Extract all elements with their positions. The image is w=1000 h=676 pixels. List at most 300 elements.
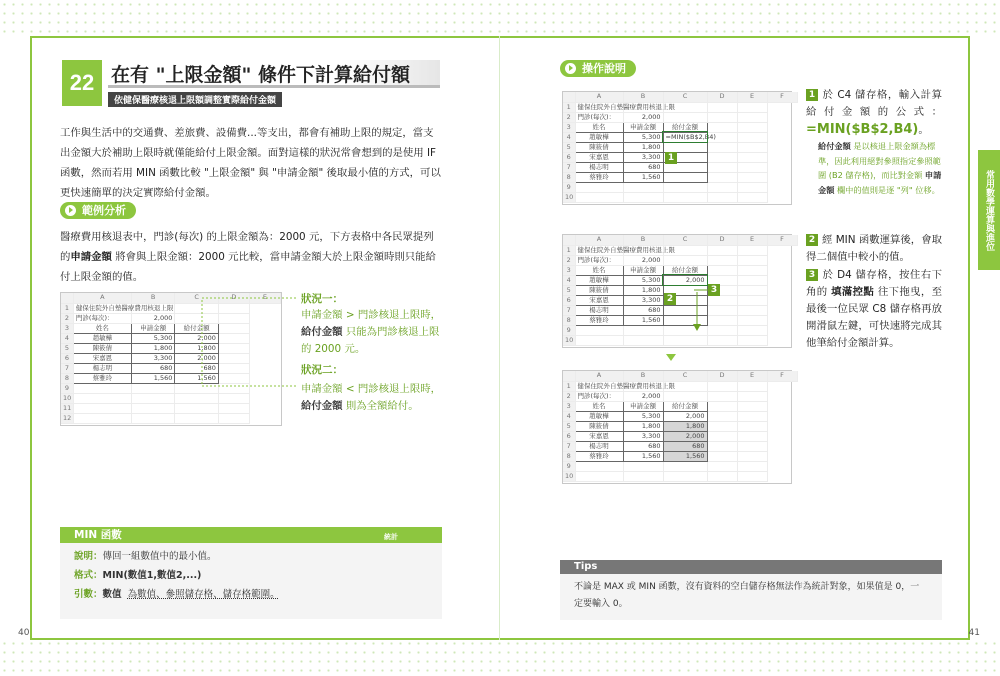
sheet-cell[interactable] <box>737 391 767 401</box>
sheet-cell[interactable]: 姓名 <box>575 401 623 411</box>
min-function-header <box>60 527 442 543</box>
row-number: 6 <box>563 152 575 162</box>
row-number: 9 <box>61 383 73 393</box>
sheet-cell[interactable]: 健保住院外自墊醫療費用核退上限 <box>575 102 623 112</box>
row-number: 7 <box>563 305 575 315</box>
sheet-cell[interactable] <box>73 383 131 393</box>
analysis-label-text: 範例分析 <box>82 204 126 217</box>
sheet-cell[interactable] <box>737 285 767 295</box>
sheet-cell[interactable] <box>623 182 663 192</box>
sheet-cell[interactable] <box>737 335 767 345</box>
sheet-cell[interactable]: 申請金額 <box>623 122 663 132</box>
sheet-cell[interactable]: 2,000 <box>175 333 218 343</box>
sheet-row <box>563 122 797 132</box>
sheet-cell[interactable]: 2,000 <box>175 353 218 363</box>
column-header[interactable]: A <box>73 293 131 303</box>
sheet-cell[interactable] <box>663 112 707 122</box>
sheet-cell[interactable] <box>131 383 174 393</box>
case2-label: 狀況二： <box>301 364 343 376</box>
sheet-cell[interactable] <box>737 182 767 192</box>
sheet-row <box>563 142 797 152</box>
sheet-cell[interactable] <box>575 335 623 345</box>
row-number: 10 <box>565 192 574 201</box>
sheet-cell[interactable]: 5,300 <box>623 132 663 142</box>
sheet-cell[interactable]: 蔡雅玲 <box>575 451 623 461</box>
row-number: 8 <box>563 451 575 461</box>
tips-header: Tips <box>560 560 942 574</box>
tips-box <box>560 560 942 620</box>
row-number: 5 <box>563 142 575 152</box>
ops-section-label <box>560 60 636 77</box>
func-format-row <box>60 566 442 585</box>
sheet-grid <box>563 235 798 346</box>
sheet-cell[interactable] <box>707 431 737 441</box>
sheet-cell[interactable]: 門診(每次)： <box>575 391 623 401</box>
sheet-row <box>563 411 797 421</box>
sheet-row <box>61 403 281 413</box>
sheet-cell[interactable]: 陳筱倩 <box>575 421 623 431</box>
column-header[interactable]: E <box>737 371 767 381</box>
sheet-cell[interactable] <box>707 381 737 391</box>
sheet-cell[interactable]: 680 <box>131 363 174 373</box>
column-header[interactable]: A <box>575 235 623 245</box>
column-header[interactable]: E <box>737 92 767 102</box>
sheet-cell[interactable]: 1,560 <box>623 172 663 182</box>
sheet-cell[interactable]: 楊志明 <box>575 305 623 315</box>
sheet-cell[interactable]: 給付金額 <box>175 323 218 333</box>
sheet-cell[interactable] <box>707 401 737 411</box>
sheet-cell[interactable] <box>707 461 737 471</box>
sheet-cell[interactable]: 申請金額 <box>131 323 174 333</box>
sheet-cell[interactable] <box>623 325 663 335</box>
column-header[interactable]: D <box>707 371 737 381</box>
sheet-cell[interactable] <box>737 325 767 335</box>
sheet-cell[interactable]: 1,560 <box>623 451 663 461</box>
sheet-row <box>563 471 797 481</box>
sheet-row <box>563 182 797 192</box>
sheet-cell[interactable] <box>575 325 623 335</box>
sheet-cell[interactable]: 680 <box>623 441 663 451</box>
sheet-cell[interactable] <box>575 192 623 202</box>
row-number: 1 <box>563 245 575 255</box>
case1-text <box>301 307 443 358</box>
sheet-cell[interactable] <box>707 142 737 152</box>
sheet-cell[interactable]: 申請金額 <box>623 265 663 275</box>
row-number: 1 <box>563 102 575 112</box>
sheet-cell[interactable] <box>707 112 737 122</box>
analysis-bold-1: 申請金額 <box>70 251 112 263</box>
sheet-cell[interactable]: 陳筱倩 <box>73 343 131 353</box>
sheet-row <box>563 461 797 471</box>
sheet-cell[interactable]: 宋嘉恩 <box>575 152 623 162</box>
sheet-cell[interactable]: 3,300 <box>623 431 663 441</box>
sheet-cell[interactable] <box>218 403 249 413</box>
sheet-row <box>563 102 797 112</box>
bottom-rule-right <box>500 638 970 640</box>
step2-desc: 經 MIN 函數運算後，會取得二個值中較小的值。 <box>806 234 942 263</box>
sheet-row <box>563 441 797 451</box>
sheet-cell[interactable]: 健保住院外自墊醫療費用核退上限 <box>73 303 131 313</box>
sheet-cell[interactable] <box>737 461 767 471</box>
sheet-cell[interactable] <box>737 421 767 431</box>
top-rule-right <box>500 36 970 38</box>
sheet-cell[interactable] <box>707 182 737 192</box>
sheet-cell[interactable]: 趙敏樺 <box>575 132 623 142</box>
sheet-row <box>563 401 797 411</box>
sheet-cell[interactable] <box>707 391 737 401</box>
row-number: 10 <box>565 471 574 480</box>
column-header[interactable]: A <box>575 92 623 102</box>
sheet-cell[interactable] <box>707 122 737 132</box>
sheet-cell[interactable]: 5,300 <box>623 411 663 421</box>
sheet-cell[interactable] <box>737 255 767 265</box>
sheet-cell[interactable]: 門診(每次)： <box>575 112 623 122</box>
step2-badge: 2 <box>806 234 818 246</box>
sheet-cell[interactable]: 1,800 <box>663 421 707 431</box>
row-number: 2 <box>61 313 73 323</box>
sheet-cell[interactable]: 2,000 <box>623 112 663 122</box>
sheet-cell[interactable]: 宋嘉恩 <box>575 295 623 305</box>
sheet-cell[interactable]: 1,800 <box>623 421 663 431</box>
column-header[interactable]: F <box>767 371 797 381</box>
func-desc-key: 說明： <box>74 551 103 562</box>
sheet-cell[interactable] <box>623 461 663 471</box>
column-header[interactable]: E <box>249 293 280 303</box>
func-arg-desc: 為數值、參照儲存格、儲存格範圍。 <box>127 589 280 600</box>
sheet-cell[interactable] <box>737 381 767 391</box>
min-function-box <box>60 527 442 619</box>
sheet-cell[interactable]: 姓名 <box>73 323 131 333</box>
row-number: 6 <box>563 431 575 441</box>
sheet-cell[interactable] <box>737 152 767 162</box>
sheet-cell[interactable]: 楊志明 <box>575 162 623 172</box>
sheet-row <box>563 421 797 431</box>
sheet-cell[interactable]: 680 <box>175 363 218 373</box>
sheet-cell[interactable]: 楊志明 <box>73 363 131 373</box>
sheet-cell[interactable] <box>575 461 623 471</box>
step1-marker: 1 <box>665 152 677 164</box>
analysis-text-1: 醫療費用核退表中，門診(每次) 的上限金額為：2000 元，下方表格中各民眾提列的 <box>60 231 434 263</box>
sheet-cell[interactable]: 1,560 <box>623 315 663 325</box>
sheet-row <box>563 451 797 461</box>
spreadsheet-step2 <box>562 234 792 348</box>
sheet-cell[interactable]: 3,300 <box>131 353 174 363</box>
sheet-cell[interactable] <box>737 112 767 122</box>
sheet-cell[interactable]: 宋嘉恩 <box>575 431 623 441</box>
sheet-cell[interactable]: 給付金額 <box>663 122 707 132</box>
sheet-row <box>563 285 797 295</box>
sheet-cell[interactable]: 3,300 <box>623 152 663 162</box>
row-number: 2 <box>563 112 575 122</box>
sheet-cell[interactable] <box>131 413 174 423</box>
sheet-cell[interactable]: 門診(每次)： <box>575 255 623 265</box>
column-header[interactable]: F <box>767 235 797 245</box>
case2-a: 申請金額 < 門診核退上限時， <box>301 383 441 395</box>
sheet-cell[interactable] <box>707 102 737 112</box>
case2-text <box>301 381 443 415</box>
sheet-cell[interactable]: 1,560 <box>131 373 174 383</box>
sheet-row <box>563 295 797 305</box>
sheet-cell[interactable] <box>663 255 707 265</box>
sheet-row <box>563 305 797 315</box>
row-number: 1 <box>563 381 575 391</box>
func-arg-key: 引數： <box>74 589 103 600</box>
sheet-cell[interactable] <box>707 192 737 202</box>
func-desc-value: 傳回一組數值中的最小值。 <box>102 551 217 562</box>
func-arg-name: 數值 <box>102 589 122 600</box>
row-number: 4 <box>563 411 575 421</box>
sheet-cell[interactable] <box>737 411 767 421</box>
sheet-cell[interactable] <box>663 142 707 152</box>
row-number: 10 <box>565 335 574 344</box>
sheet-cell[interactable] <box>73 393 131 403</box>
sheet-cell[interactable] <box>737 245 767 255</box>
column-header[interactable]: A <box>575 371 623 381</box>
sheet-cell[interactable]: 陳筱倩 <box>575 285 623 295</box>
sheet-cell[interactable]: 680 <box>663 441 707 451</box>
sheet-grid <box>563 371 798 482</box>
step3-desc-c: 往下拖曳，至最後一位民眾 C8 儲存格再放開滑鼠左鍵，可快速將完成其他筆給付金額計算。 <box>806 286 942 349</box>
sheet-cell[interactable] <box>737 401 767 411</box>
step2-marker: 2 <box>664 293 676 305</box>
sheet-cell[interactable]: 健保住院外自墊醫療費用核退上限 <box>575 245 623 255</box>
sheet-cell[interactable] <box>707 162 737 172</box>
sheet-cell[interactable]: 1,800 <box>131 343 174 353</box>
row-number: 8 <box>61 373 73 383</box>
sheet-cell[interactable] <box>707 421 737 431</box>
sheet-cell[interactable]: 楊志明 <box>575 441 623 451</box>
tips-body: 不論是 MAX 或 MIN 函數，沒有資料的空白儲存格無法作為統計對象，如果值是 0，一定要輸入 0。 <box>574 582 920 609</box>
row-number: 8 <box>563 315 575 325</box>
analysis-paragraph <box>60 227 442 287</box>
sheet-cell[interactable] <box>707 152 737 162</box>
sheet-cell[interactable]: 趙敏樺 <box>73 333 131 343</box>
step1-desc: 於 C4 儲存格，輸入計算給付金額的公式： <box>806 89 942 118</box>
sheet-row <box>563 245 797 255</box>
sheet-cell[interactable] <box>623 192 663 202</box>
column-header[interactable]: B <box>623 371 663 381</box>
sheet-cell[interactable]: 蔡雅玲 <box>575 315 623 325</box>
sheet-cell[interactable] <box>575 471 623 481</box>
sheet-cell[interactable]: 申請金額 <box>623 401 663 411</box>
column-header[interactable]: D <box>707 235 737 245</box>
chapter-number: 22 <box>62 60 102 106</box>
sheet-cell[interactable] <box>737 471 767 481</box>
note1-bold-a: 給付金額 <box>818 141 851 151</box>
step1-note <box>818 139 942 197</box>
row-number: 4 <box>563 275 575 285</box>
sheet-cell[interactable]: 5,300 <box>131 333 174 343</box>
sheet-cell[interactable]: 1,560 <box>663 451 707 461</box>
sheet-cell[interactable] <box>737 441 767 451</box>
column-header[interactable]: B <box>623 92 663 102</box>
min-function-title: MIN 函數 <box>74 529 122 541</box>
analysis-text-2: 將會與上限金額：2000 元比較，當申請金額大於上限金額時則只能給付上限金額的值。 <box>60 251 436 283</box>
sheet-row <box>563 255 797 265</box>
column-header[interactable]: C <box>663 92 707 102</box>
sheet-cell[interactable]: 給付金額 <box>663 401 707 411</box>
sheet-cell[interactable] <box>707 245 737 255</box>
sheet-cell[interactable]: 2,000 <box>663 431 707 441</box>
column-header[interactable]: C <box>175 293 218 303</box>
note1-text-d: 欄中的值則是逐 "列" 位移。 <box>834 184 940 195</box>
sheet-cell[interactable] <box>175 403 218 413</box>
sheet-cell[interactable] <box>707 255 737 265</box>
sheet-cell[interactable] <box>737 431 767 441</box>
sheet-cell[interactable] <box>707 411 737 421</box>
sheet-cell[interactable] <box>737 275 767 285</box>
case1-label: 狀況一： <box>301 293 343 305</box>
sheet-cell[interactable]: 陳筱倩 <box>575 142 623 152</box>
sheet-row <box>563 152 797 162</box>
column-header[interactable]: C <box>663 371 707 381</box>
sheet-cell[interactable]: 1,560 <box>175 373 218 383</box>
sheet-cell[interactable] <box>623 471 663 481</box>
sheet-cell[interactable] <box>737 132 767 142</box>
spreadsheet-step1 <box>562 91 792 205</box>
sheet-row <box>61 413 281 423</box>
sheet-cell[interactable]: 2,000 <box>663 411 707 421</box>
sheet-cell[interactable] <box>131 403 174 413</box>
case1-c: 只能為門診核退上限的 2000 元。 <box>301 326 440 355</box>
sheet-cell[interactable] <box>737 315 767 325</box>
sheet-cell[interactable]: 蔡雅玲 <box>73 373 131 383</box>
sheet-cell[interactable] <box>737 192 767 202</box>
top-rule <box>30 36 499 38</box>
sheet-cell[interactable] <box>707 451 737 461</box>
column-header[interactable]: F <box>767 92 797 102</box>
row-number: 5 <box>563 285 575 295</box>
sheet-cell[interactable] <box>73 403 131 413</box>
case1-b: 給付金額 <box>301 326 343 338</box>
sheet-cell[interactable] <box>737 102 767 112</box>
sheet-cell[interactable] <box>737 172 767 182</box>
sheet-cell[interactable] <box>663 391 707 401</box>
sheet-row <box>563 172 797 182</box>
sheet-row <box>563 381 797 391</box>
sheet-cell[interactable] <box>707 441 737 451</box>
row-number: 2 <box>563 255 575 265</box>
row-number: 3 <box>563 122 575 132</box>
down-arrow-icon <box>666 354 676 361</box>
sheet-cell[interactable] <box>737 451 767 461</box>
sheet-cell[interactable] <box>663 461 707 471</box>
row-number: 3 <box>563 401 575 411</box>
sheet-row <box>563 315 797 325</box>
ops-label-text: 操作說明 <box>582 62 626 75</box>
row-number: 6 <box>563 295 575 305</box>
sheet-cell[interactable] <box>73 413 131 423</box>
sheet-cell[interactable] <box>737 295 767 305</box>
sheet-cell[interactable] <box>131 393 174 403</box>
row-number: 8 <box>563 172 575 182</box>
sheet-cell[interactable]: 趙敏樺 <box>575 275 623 285</box>
sheet-cell[interactable] <box>707 471 737 481</box>
sheet-cell[interactable]: 1,800 <box>623 285 663 295</box>
sheet-cell[interactable] <box>663 172 707 182</box>
function-category-tag: 統計 <box>384 533 398 541</box>
sheet-cell[interactable]: 680 <box>623 162 663 172</box>
row-number: 4 <box>61 333 73 343</box>
column-header[interactable]: B <box>131 293 174 303</box>
row-number: 7 <box>61 363 73 373</box>
sheet-cell[interactable] <box>575 182 623 192</box>
step3-desc-a: 於 D4 儲存格，按住右下角的 <box>806 269 942 298</box>
sheet-cell[interactable] <box>175 413 218 423</box>
step1-badge: 1 <box>806 89 818 101</box>
sheet-cell[interactable]: 3,300 <box>623 295 663 305</box>
sheet-cell[interactable] <box>737 305 767 315</box>
row-number: 7 <box>563 162 575 172</box>
sheet-cell[interactable]: 姓名 <box>575 265 623 275</box>
sheet-cell[interactable] <box>623 335 663 345</box>
sheet-row <box>563 325 797 335</box>
sheet-cell[interactable] <box>707 172 737 182</box>
sheet-grid <box>563 92 798 203</box>
note1-text-b: 是以核退上限金額為標準，因此利用絕對參照指定參照範圍 (B2 儲存格)，而比對金額 <box>818 141 941 180</box>
page-subtitle: 依健保醫療核退上限額調整實際給付金額 <box>108 92 282 107</box>
sheet-cell[interactable] <box>737 122 767 132</box>
sheet-cell[interactable] <box>663 192 707 202</box>
case2-c: 則為全額給付。 <box>342 400 419 412</box>
sheet-cell[interactable] <box>737 265 767 275</box>
sheet-cell[interactable]: 1,800 <box>623 142 663 152</box>
row-number: 12 <box>61 413 73 423</box>
sheet-cell[interactable] <box>737 162 767 172</box>
sheet-row <box>563 265 797 275</box>
intro-paragraph: 工作與生活中的交通費、差旅費、設備費...等支出，都會有補助上限的規定，當支出金額大於補助上限時就僅能給付上限金額。面對這樣的狀況常會想到的是使用 IF 函數，然而若用 MIN 函數比較 "上限金額" 與 "申請金額" 後取最小值的方式，可以更快速簡單的決定實際給付金額。 <box>60 127 441 199</box>
sheet-cell[interactable]: 2,000 <box>623 255 663 265</box>
sheet-row <box>563 335 797 345</box>
sheet-cell[interactable] <box>707 335 737 345</box>
sheet-cell[interactable]: 2,000 <box>131 313 174 323</box>
sheet-row <box>563 132 797 142</box>
sheet-cell[interactable] <box>737 142 767 152</box>
sheet-cell[interactable]: =MIN($B$2,B4) <box>663 132 707 142</box>
sheet-cell[interactable]: 健保住院外自墊醫療費用核退上限 <box>575 381 623 391</box>
step3-marker: 3 <box>708 284 720 296</box>
row-number: 5 <box>61 343 73 353</box>
case2-b: 給付金額 <box>301 400 343 412</box>
sheet-row <box>563 162 797 172</box>
sheet-cell[interactable]: 1,800 <box>175 343 218 353</box>
sheet-cell[interactable] <box>663 182 707 192</box>
column-header[interactable]: D <box>707 92 737 102</box>
sheet-cell[interactable] <box>218 413 249 423</box>
sheet-cell[interactable]: 蔡雅玲 <box>575 172 623 182</box>
sheet-cell[interactable]: 給付金額 <box>663 265 707 275</box>
sheet-cell[interactable]: 680 <box>623 305 663 315</box>
sheet-cell[interactable]: 5,300 <box>623 275 663 285</box>
sheet-cell[interactable]: 2,000 <box>663 275 707 285</box>
sheet-cell[interactable] <box>663 471 707 481</box>
sheet-cell[interactable]: 門診(每次)： <box>73 313 131 323</box>
sheet-cell[interactable] <box>663 335 707 345</box>
column-header[interactable]: C <box>663 235 707 245</box>
sheet-cell[interactable]: 姓名 <box>575 122 623 132</box>
column-header[interactable]: D <box>218 293 249 303</box>
sheet-cell[interactable]: 2,000 <box>623 391 663 401</box>
sheet-cell[interactable]: 宋嘉恩 <box>73 353 131 363</box>
column-header[interactable]: B <box>623 235 663 245</box>
fill-handle-arrow <box>690 284 720 334</box>
sheet-cell[interactable] <box>707 265 737 275</box>
spreadsheet-step3 <box>562 370 792 484</box>
sheet-cell[interactable]: 趙敏樺 <box>575 411 623 421</box>
page-number-right: 41 <box>968 628 980 638</box>
column-header[interactable]: E <box>737 235 767 245</box>
row-number: 3 <box>563 265 575 275</box>
